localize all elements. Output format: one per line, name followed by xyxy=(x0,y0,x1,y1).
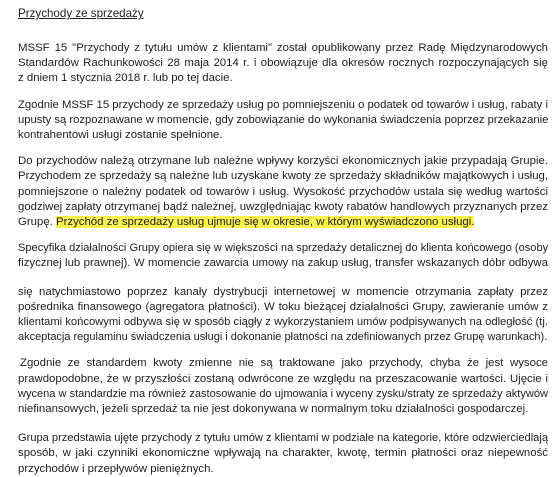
paragraph-revenue-definition xyxy=(18,154,548,230)
paragraph-categories xyxy=(18,431,548,477)
paragraph-line: Zgodnie MSSF 15 przychody ze sprzedaży usług po pomniejszeniu o podatek od towarów i usług, rabaty i xyxy=(18,98,548,111)
paragraph-recognition xyxy=(18,98,548,144)
paragraph-line: Do przychodów należą otrzymane lub należne wpływy korzyści ekonomicznych jakie przypadają Grupie. xyxy=(18,155,548,168)
paragraph-line: wycena w standardzie ma również zastosowanie do ujmowania i wyceny zysku/straty ze sprzedaży aktywów xyxy=(18,387,548,400)
paragraph-line: Grupa przedstawia ujęte przychody z tytułu umów z klientami w podziale na kategorie, które odzwierciedlają xyxy=(18,432,548,445)
paragraph-line: Przychodem ze sprzedaży są należne lub uzyskane kwoty ze sprzedaży składników majątkowych i usług, xyxy=(18,170,548,183)
paragraph-line: Zgodnie ze standardem kwoty zmienne nie są traktowane jako przychody, chyba że jest wysoce xyxy=(20,357,548,370)
paragraph-line: się natychmiastowo poprzez kanały dystrybucji internetowej w momencie otrzymania zapłaty przez xyxy=(18,285,548,298)
paragraph-line: fizycznej lub prawnej). W momencie zawarcia umowy na zakup usług, transfer wskazanych dóbr odbywa xyxy=(18,257,548,270)
paragraph-line: pomniejszone o należny podatek od towarów i usług. Wysokość przychodów ustala się według wartości xyxy=(18,185,548,198)
line-prefix: Grupę. xyxy=(18,216,56,229)
paragraph-line: upusty są rozpoznawane w momencie, gdy zobowiązanie do wykonania świadczenia poprzez przekazanie xyxy=(18,113,549,126)
paragraph-line: pośrednika finansowego (agregatora płatności). W toku bieżącej działalności Grupy, zawieranie umów z xyxy=(18,300,548,313)
paragraph-line: przychodów i przepływów pieniężnych. xyxy=(18,462,214,475)
paragraph-standard-intro xyxy=(18,41,548,87)
paragraph-line: z dniem 1 stycznia 2018 r. lub po tej dacie. xyxy=(18,72,233,85)
paragraph-line: Specyfika działalności Grupy opiera się w większości na sprzedaży detalicznej do klienta końcowego (osoby xyxy=(18,242,549,255)
paragraph-group-specifics xyxy=(18,241,548,271)
paragraph-line: prawdopodobne, że w przyszłości zostaną odwrócone ze względu na przeszacowanie wartości. Ujęcie i xyxy=(18,372,548,385)
paragraph-line: niefinansowych, jeżeli sprzedaż ta nie jest dokonywana w normalnym toku działalności gospodarczej. xyxy=(18,403,529,416)
paragraph-line: klientami końcowymi odbywa się w sposób ciągły z wykorzystaniem umów podpisywanych na odległość (tj. xyxy=(18,316,548,329)
paragraph-line xyxy=(18,215,548,230)
section-heading: Przychody ze sprzedaży xyxy=(18,7,144,20)
paragraph-line: sposób, w jaki czynniki ekonomiczne wpływają na charakter, kwotę, termin płatności oraz niepewność xyxy=(18,447,548,460)
paragraph-distribution xyxy=(18,285,548,346)
paragraph-variable-amounts xyxy=(18,356,548,417)
paragraph-line: MSSF 15 "Przychody z tytułu umów z klientami" został opublikowany przez Radę Międzynarodowych xyxy=(18,42,548,54)
highlighted-text: Przychód ze sprzedaży usług ujmuje się w okresie, w którym wyświadczono usługi. xyxy=(56,216,475,229)
paragraph-line: kontrahentowi usługi zostanie spełnione. xyxy=(18,129,223,142)
paragraph-line: godziwej zapłaty otrzymanej bądź należnej, uwzględniając kwoty rabatów handlowych przyznanych przez xyxy=(18,200,548,213)
paragraph-line: Standardów Rachunkowości 28 maja 2014 r. i obowiązuje dla okresów rocznych rozpoczynających się xyxy=(18,57,548,70)
paragraph-line: akceptacja regulaminu świadczenia usługi i dokonanie płatności na zdefiniowanych przez Grupę warunkach). xyxy=(18,331,548,344)
